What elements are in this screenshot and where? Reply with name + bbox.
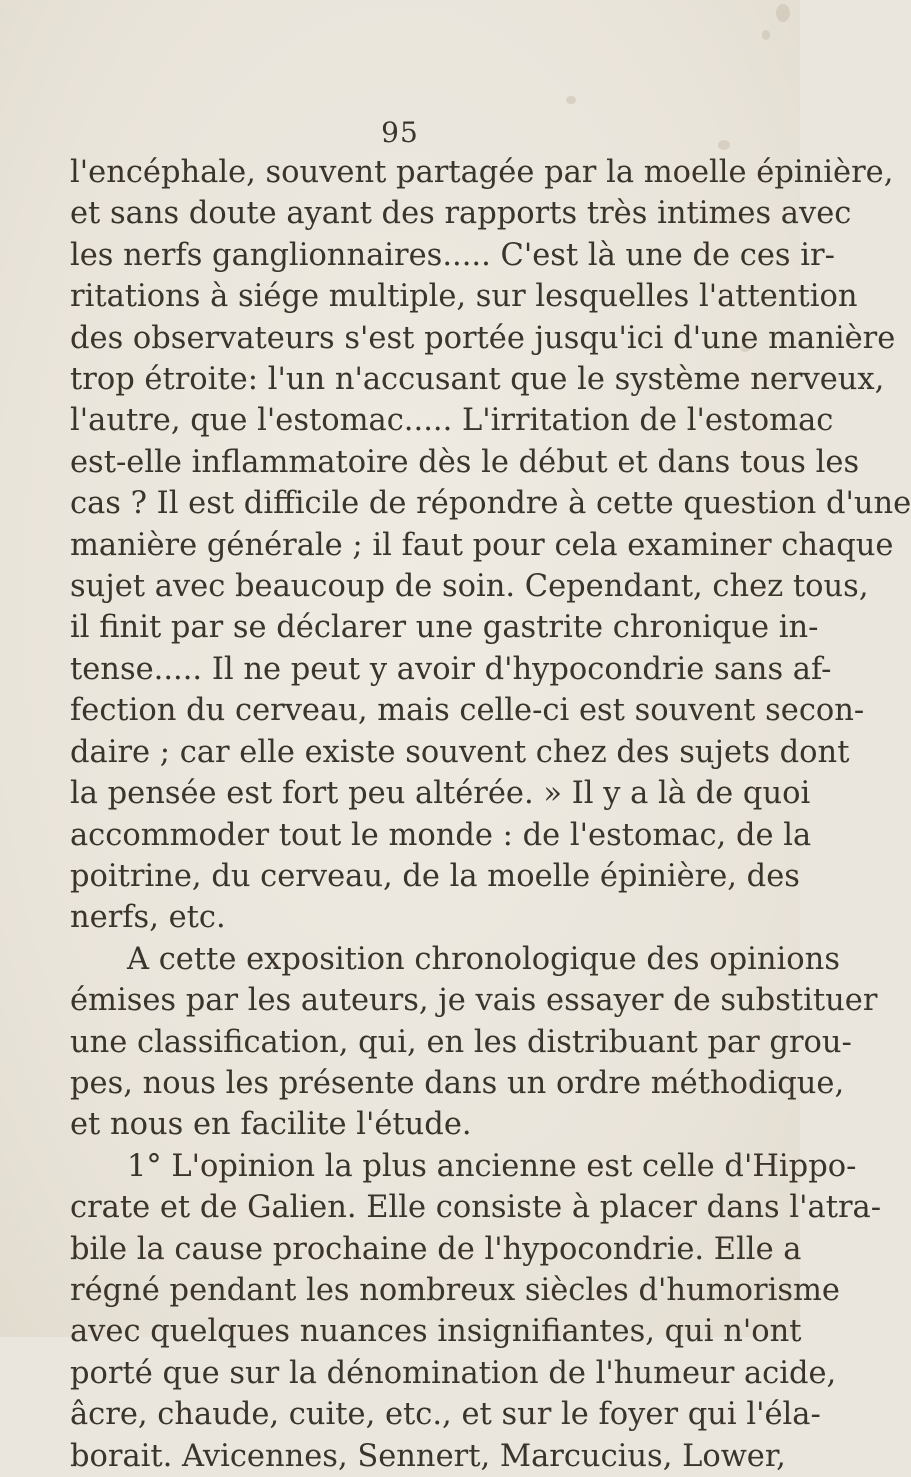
text-line: trop étroite: l'un n'accusant que le système nerveux, [70, 362, 885, 398]
text-line: des observateurs s'est portée jusqu'ici d'une manière [70, 320, 896, 356]
text-line: régné pendant les nombreux siècles d'humorisme [70, 1272, 840, 1308]
text-line: A cette exposition chronologique des opinions [127, 941, 840, 977]
body-text [70, 152, 911, 1477]
text-line: et nous en facilite l'étude. [70, 1107, 472, 1143]
text-line: l'encéphale, souvent partagée par la moelle épinière, [70, 155, 894, 190]
text-line: poitrine, du cerveau, de la moelle épinière, des [70, 858, 800, 894]
page-number: 95 [381, 116, 419, 149]
text-line: accommoder tout le monde : de l'estomac, de la [70, 817, 812, 853]
text-line: crate et de Galien. Elle consiste à placer dans l'atra- [70, 1190, 882, 1226]
text-line: les nerfs ganglionnaires..... C'est là une de ces ir- [70, 237, 835, 273]
text-line: ritations à siége multiple, sur lesquelles l'attention [70, 279, 858, 315]
text-line: avec quelques nuances insignifiantes, qui n'ont [70, 1314, 802, 1350]
text-line: la pensée est fort peu altérée. » Il y a là de quoi [70, 776, 811, 812]
text-line: il finit par se déclarer une gastrite chronique in- [70, 610, 819, 646]
text-line: est-elle inflammatoire dès le début et dans tous les [70, 444, 860, 480]
text-line: manière générale ; il faut pour cela examiner chaque [70, 527, 894, 563]
paper-stain [566, 96, 576, 104]
text-line: l'autre, que l'estomac..... L'irritation de l'estomac [70, 403, 834, 439]
text-line: daire ; car elle existe souvent chez des sujets dont [70, 734, 850, 770]
text-line: bile la cause prochaine de l'hypocondrie. Elle a [70, 1231, 802, 1267]
text-line: porté que sur la dénomination de l'humeur acide, [70, 1355, 837, 1391]
text-line: et sans doute ayant des rapports très intimes avec [70, 196, 852, 232]
text-line: âcre, chaude, cuite, etc., et sur le foyer qui l'éla- [70, 1397, 821, 1433]
paper-stain [762, 30, 770, 40]
text-line: tense..... Il ne peut y avoir d'hypocondrie sans af- [70, 651, 832, 687]
text-line: cas ? Il est difficile de répondre à cette question d'une [70, 486, 911, 522]
text-line: borait. Avicennes, Sennert, Marcucius, Lower, [70, 1438, 786, 1474]
text-line: sujet avec beaucoup de soin. Cependant, chez tous, [70, 569, 869, 605]
text-line: nerfs, etc. [70, 900, 226, 936]
text-line: émises par les auteurs, je vais essayer de substituer [70, 983, 878, 1019]
text-line: fection du cerveau, mais celle-ci est souvent secon- [70, 693, 865, 729]
text-line: 1° L'opinion la plus ancienne est celle d'Hippo- [127, 1148, 857, 1184]
text-line: une classification, qui, en les distribuant par grou- [70, 1024, 852, 1060]
text-line: pes, nous les présente dans un ordre méthodique, [70, 1065, 845, 1101]
paper-stain [776, 4, 790, 22]
